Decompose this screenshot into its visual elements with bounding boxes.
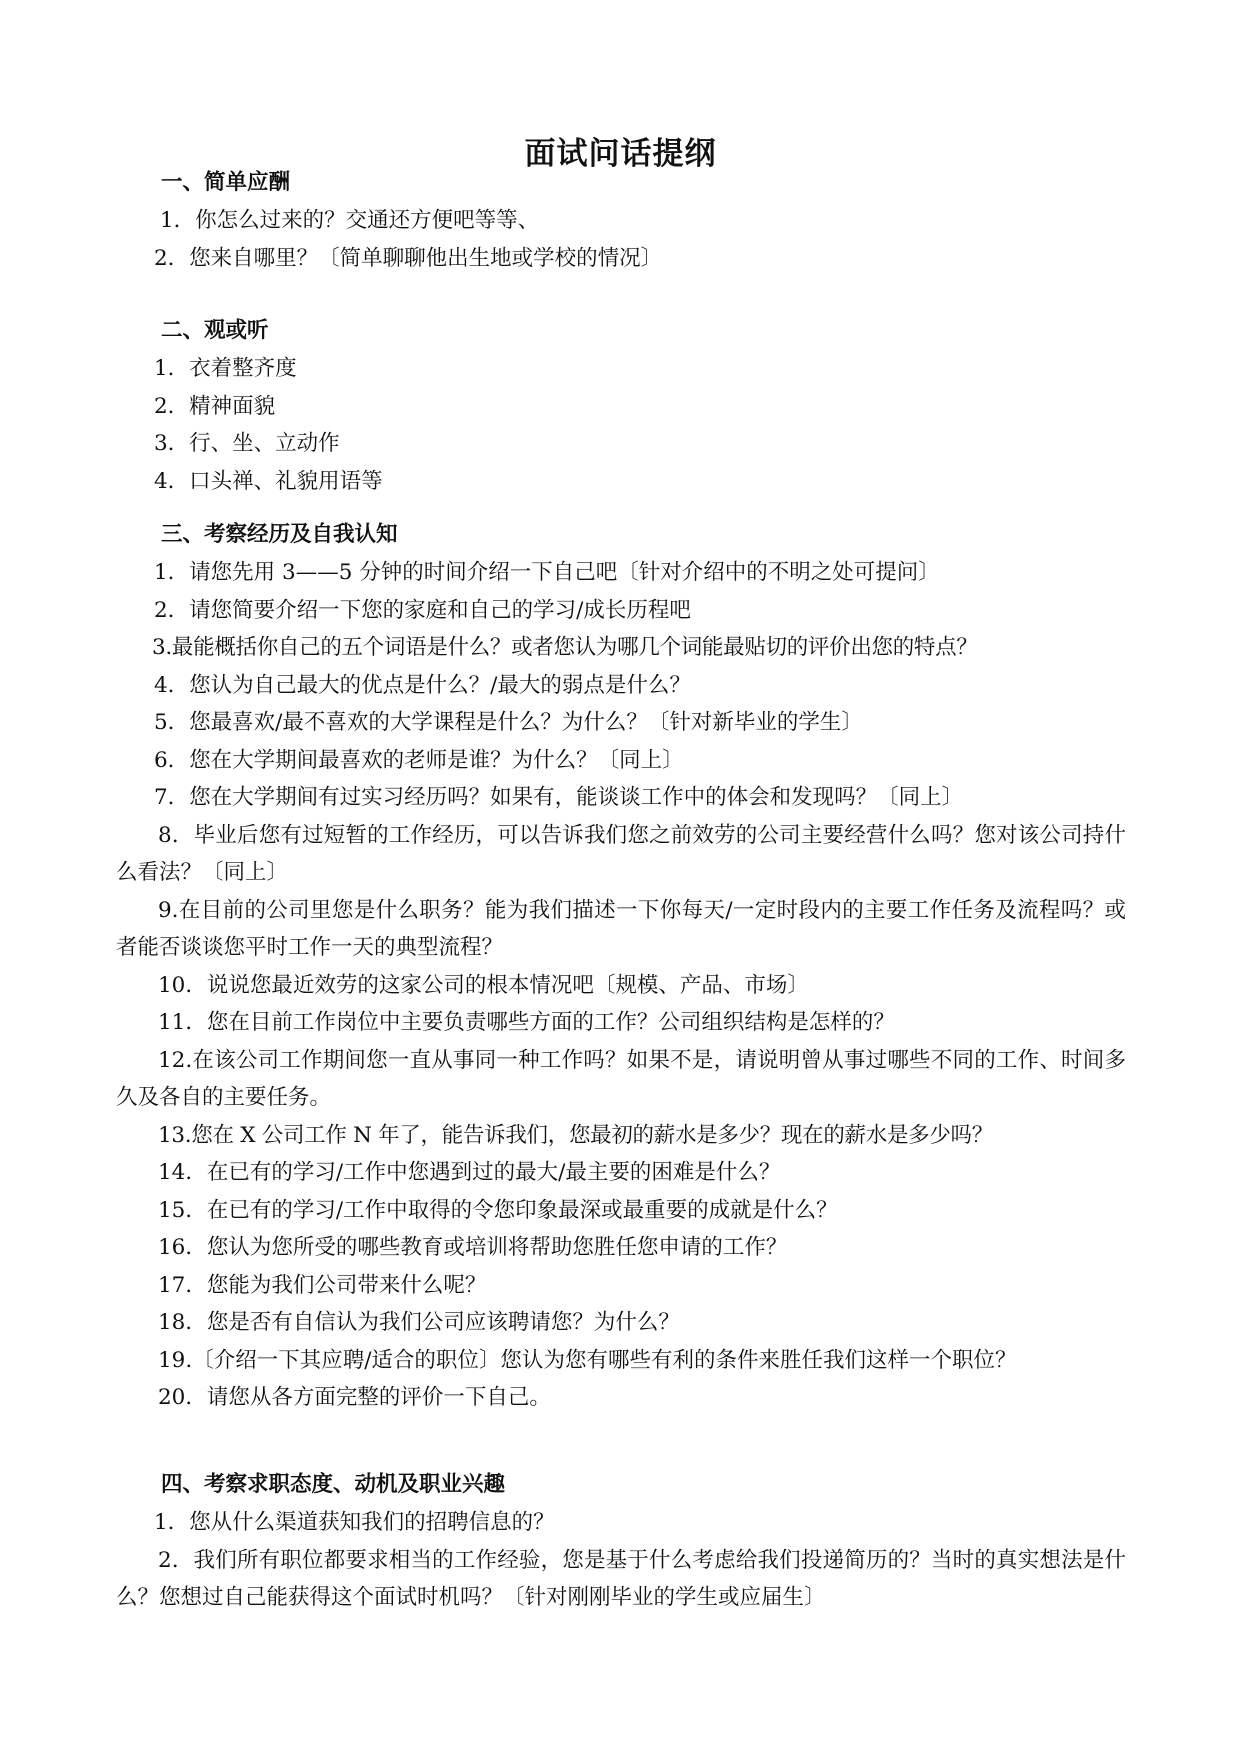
question-item: 5．您最喜欢/最不喜欢的大学课程是什么？为什么？〔针对新毕业的学生〕 — [154, 710, 863, 735]
question-item: 13.您在 X 公司工作 N 年了，能告诉我们，您最初的薪水是多少？现在的薪水是多少吗？ — [158, 1122, 993, 1148]
question-item: 2．我们所有职位都要求相当的工作经验，您是基于什么考虑给我们投递简历的？当时的真实想法是什么？您想过自己能获得这个面试时机吗？〔针对刚刚毕业的学生或应届生〕 — [116, 1547, 1126, 1610]
question-item: 19.〔介绍一下其应聘/适合的职位〕您认为您有哪些有利的条件来胜任我们这样一个职位？ — [158, 1347, 1017, 1373]
section-heading: 四、考察求职态度、动机及职业兴趣 — [161, 1472, 506, 1497]
question-item: 4．口头禅、礼貌用语等 — [154, 468, 383, 494]
question-item: 1．您从什么渠道获知我们的招聘信息的？ — [154, 1510, 555, 1535]
question-item: 1．请您先用 3——5 分钟的时间介绍一下自己吧〔针对介绍中的不明之处可提问〕 — [154, 560, 940, 585]
section-observe-listen — [116, 312, 1126, 500]
question-item: 11．您在目前工作岗位中主要负责哪些方面的工作？公司组织结构是怎样的？ — [158, 1010, 895, 1035]
question-item: 9.在目前的公司里您是什么职务？能为我们描述一下你每天/一定时段内的主要工作任务及流程吗？或者能否谈谈您平时工作一天的典型流程？ — [116, 897, 1126, 960]
question-item: 3.最能概括你自己的五个词语是什么？或者您认为哪几个词能最贴切的评价出您的特点？ — [152, 635, 978, 660]
question-item: 2．请您简要介绍一下您的家庭和自己的学习/成长历程吧 — [154, 597, 691, 623]
question-item: 2．精神面貌 — [154, 393, 276, 419]
section-heading: 一、简单应酬 — [161, 170, 291, 195]
question-item: 6．您在大学期间最喜欢的老师是谁？为什么？〔同上〕 — [154, 747, 684, 773]
question-item: 2．您来自哪里？〔简单聊聊他出生地或学校的情况〕 — [154, 245, 663, 271]
question-item: 14．在已有的学习/工作中您遇到过的最大/最主要的困难是什么？ — [158, 1160, 781, 1185]
question-item: 4．您认为自己最大的优点是什么？/最大的弱点是什么？ — [154, 672, 691, 698]
section-attitude-motivation — [116, 1466, 1126, 1617]
question-item: 10．说说您最近效劳的这家公司的根本情况吧〔规模、产品、市场〕 — [158, 972, 809, 998]
question-item: 8．毕业后您有过短暂的工作经历，可以告诉我们您之前效劳的公司主要经营什么吗？您对该公司持什么看法？〔同上〕 — [116, 822, 1126, 885]
question-item: 18．您是否有自信认为我们公司应该聘请您？为什么？ — [158, 1310, 680, 1335]
section-heading: 二、观或听 — [161, 318, 269, 343]
question-item: 1．衣着整齐度 — [154, 356, 297, 381]
section-small-talk — [116, 164, 1126, 277]
question-item: 1．你怎么过来的？交通还方便吧等等、 — [160, 208, 540, 233]
question-item: 12.在该公司工作期间您一直从事同一种工作吗？如果不是，请说明曾从事过哪些不同的工作、时间多久及各自的主要任务。 — [116, 1047, 1126, 1110]
section-experience-self-awareness — [116, 516, 1126, 1417]
question-item: 7．您在大学期间有过实习经历吗？如果有，能谈谈工作中的体会和发现吗？〔同上〕 — [154, 785, 964, 810]
section-heading: 三、考察经历及自我认知 — [161, 522, 398, 547]
question-item: 3．行、坐、立动作 — [154, 431, 340, 456]
question-item: 15．在已有的学习/工作中取得的令您印象最深或最重要的成就是什么？ — [158, 1197, 838, 1223]
question-item: 20．请您从各方面完整的评价一下自己。 — [158, 1385, 551, 1410]
question-item: 16．您认为您所受的哪些教育或培训将帮助您胜任您申请的工作？ — [158, 1235, 788, 1260]
document-title: 面试问话提纲 — [524, 136, 717, 172]
question-item: 17．您能为我们公司带来什么呢？ — [158, 1272, 487, 1298]
